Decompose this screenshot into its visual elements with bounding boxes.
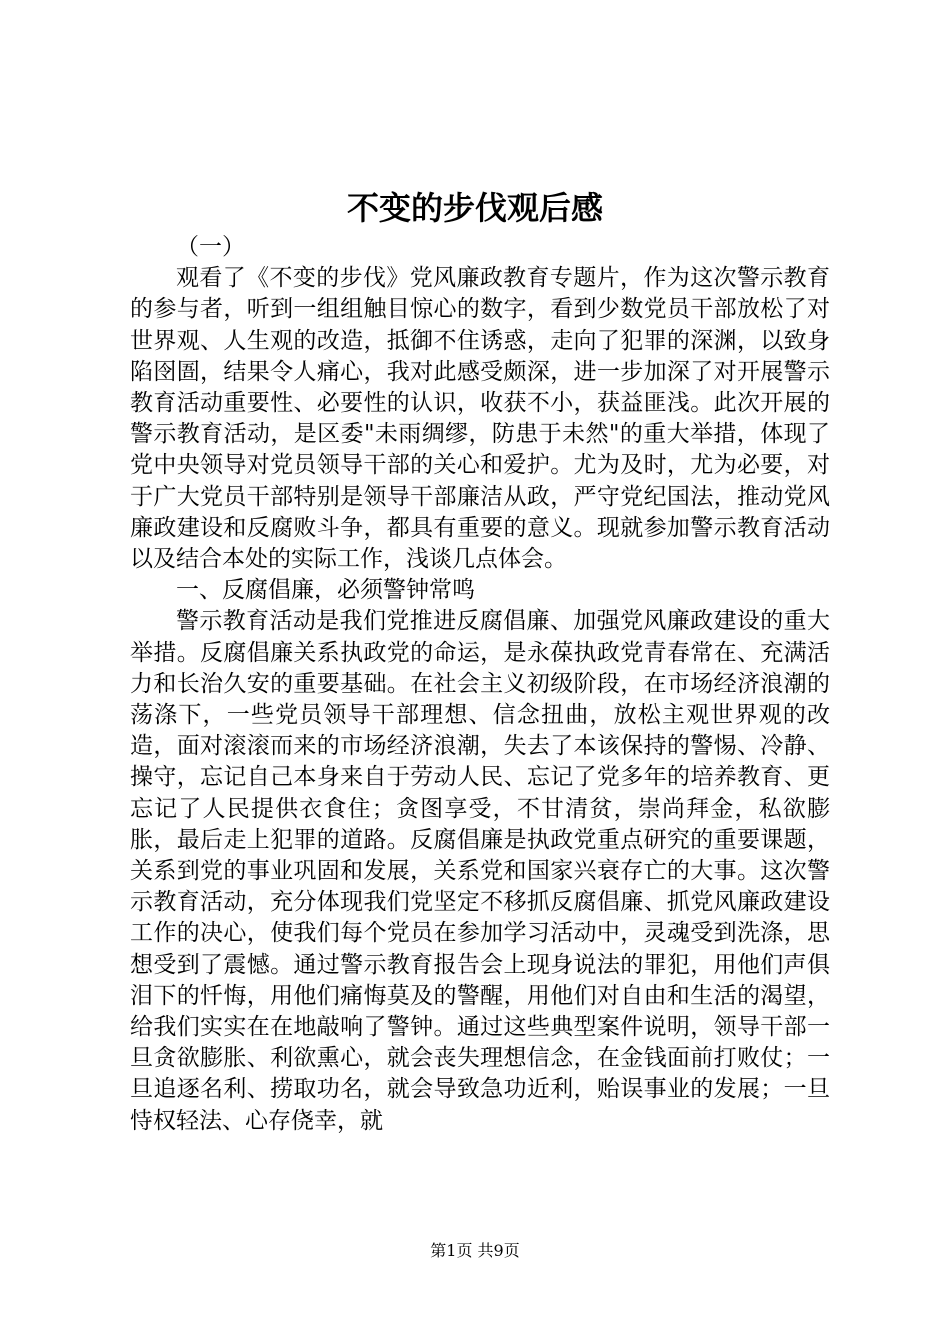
document-body (130, 232, 830, 1137)
document-title: 不变的步伐观后感 (346, 189, 603, 227)
page-footer: 第1页 共9页 (430, 1241, 520, 1260)
section-heading: 一、反腐倡廉，必须警钟常鸣 (176, 577, 475, 604)
body-paragraph: 观看了《不变的步伐》党风廉政教育专题片，作为这次警示教育的参与者，听到一组组触目惊心的数字，看到少数党员干部放松了对世界观、人生观的改造，抵御不住诱惑，走向了犯罪的深渊，以致身陷囹圄，结果令人痛心，我对此感受颇深，进一步加深了对开展警示教育活动重要性、必要性的认识，收获不小，获益匪浅。此次开展的警示教育活动，是区委"未雨绸缪，防患于未然"的重大举措，体现了党中央领导对党员领导干部的关心和爱护。尤为及时，尤为必要，对于广大党员干部特别是领导干部廉洁从政，严守党纪国法，推动党风廉政建设和反腐败斗争，都具有重要的意义。现就参加警示教育活动以及结合本处的实际工作，浅谈几点体会。 (130, 265, 830, 573)
body-paragraph: 警示教育活动是我们党推进反腐倡廉、加强党风廉政建设的重大举措。反腐倡廉关系执政党的命运，是永葆执政党青春常在、充满活力和长治久安的重要基础。在社会主义初级阶段，在市场经济浪潮的荡涤下，一些党员领导干部理想、信念扭曲，放松主观世界观的改造，面对滚滚而来的市场经济浪潮，失去了本该保持的警惕、冷静、操守，忘记自己本身来自于劳动人民、忘记了党多年的培养教育、更忘记了人民提供衣食住；贪图享受，不甘清贫，崇尚拜金，私欲膨胀，最后走上犯罪的道路。反腐倡廉是执政党重点研究的重要课题，关系到党的事业巩固和发展，关系党和国家兴衰存亡的大事。这次警示教育活动，充分体现我们党坚定不移抓反腐倡廉、抓党风廉政建设工作的决心，使我们每个党员在参加学习活动中，灵魂受到洗涤，思想受到了震憾。通过警示教育报告会上现身说法的罪犯，用他们声俱泪下的忏悔，用他们痛悔莫及的警醒，用他们对自由和生活的渴望，给我们实实在在地敲响了警钟。通过这些典型案件说明，领导干部一旦贪欲膨胀、利欲熏心，就会丧失理想信念，在金钱面前打败仗；一旦追逐名利、捞取功名，就会导致急功近利，贻误事业的发展；一旦恃权轻法、心存侥幸，就 (130, 608, 830, 1134)
section-marker: （一） (176, 234, 245, 260)
